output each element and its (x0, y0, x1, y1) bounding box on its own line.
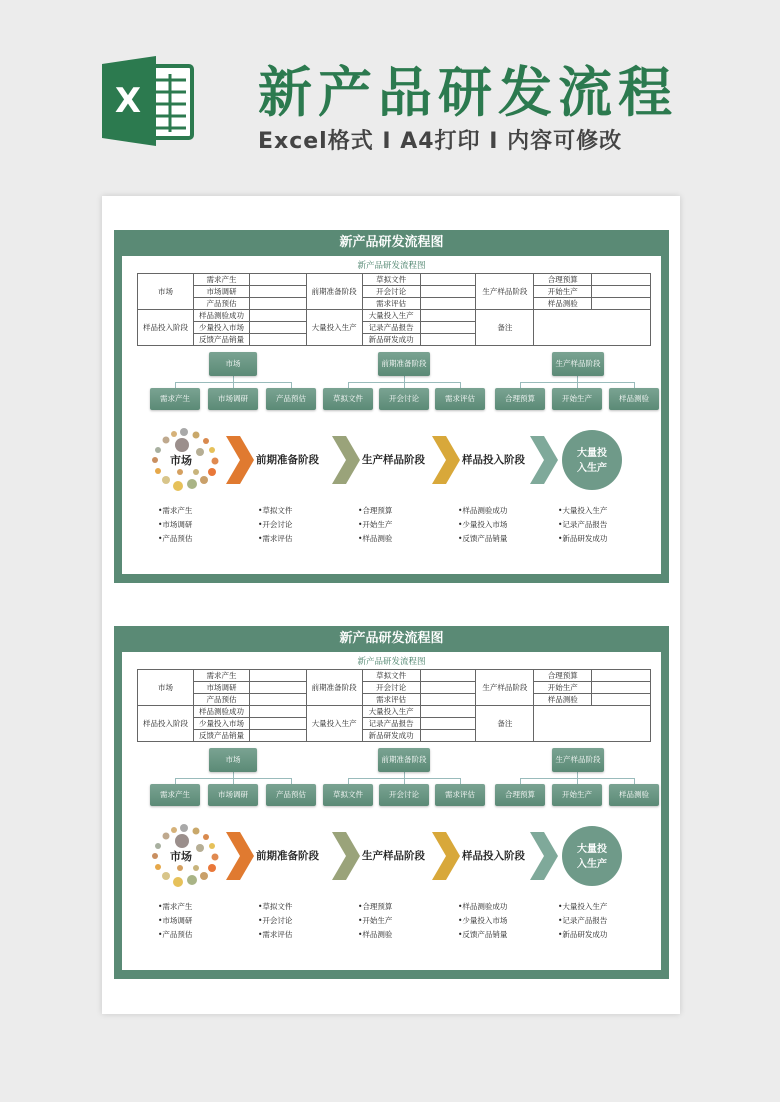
final-stage-circle (562, 826, 622, 886)
bullet-list (158, 900, 192, 942)
table-cell: 备注 (476, 310, 534, 346)
list-item: •需求评估 (258, 534, 293, 543)
list-item: •样品测验成功 (458, 506, 508, 515)
table-cell: 生产样品阶段 (476, 670, 534, 706)
list-item: •需求产生 (158, 902, 193, 911)
tree-node-prep: 前期准备阶段 (378, 748, 430, 772)
tree-child: 产品预估 (266, 784, 316, 806)
table-cell: 样品测验成功 (193, 310, 249, 322)
flow-label: 市场 (170, 454, 192, 467)
table-cell (249, 730, 306, 742)
table-cell: 记录产品报告 (362, 322, 420, 334)
table-cell: 前期准备阶段 (306, 670, 362, 706)
table-cell: 少量投入市场 (193, 322, 249, 334)
circle-text-2: 入生产 (577, 859, 607, 870)
tree-node-market: 市场 (209, 748, 257, 772)
bullet-list (458, 900, 507, 942)
tree-child: 开会讨论 (379, 784, 429, 806)
list-item: •草拟文件 (258, 902, 293, 911)
chevron-arrow-icon (226, 436, 254, 484)
sheet-title: 新产品研发流程图 (339, 235, 444, 250)
chevron-arrow-icon (226, 832, 254, 880)
list-item: •新品研发成功 (558, 534, 608, 543)
table-cell (249, 298, 306, 310)
table-cell (592, 682, 651, 694)
list-item: •样品测验 (358, 930, 393, 939)
tree-child: 合理预算 (495, 388, 545, 410)
table-cell (592, 286, 651, 298)
table-cell: 草拟文件 (362, 274, 420, 286)
list-item: •合理预算 (358, 902, 393, 911)
table-cell: 大量投入生产 (306, 310, 362, 346)
page-subtitle: Excel格式 I A4打印 I 内容可修改 (258, 129, 623, 154)
table-cell: 市场调研 (193, 286, 249, 298)
tree-child: 合理预算 (495, 784, 545, 806)
tree-child: 需求产生 (150, 784, 200, 806)
tree-child: 需求评估 (435, 784, 485, 806)
sheet-2 (114, 626, 669, 979)
table-cell (249, 682, 306, 694)
process-flow (122, 824, 661, 970)
bullet-list (558, 900, 607, 942)
flow-label: 前期准备阶段 (256, 454, 319, 466)
chevron-arrow-icon (332, 436, 360, 484)
sheet-title: 新产品研发流程图 (339, 631, 444, 646)
tree-child: 开始生产 (552, 388, 602, 410)
bullet-list (458, 504, 507, 546)
table-cell: 产品预估 (193, 694, 249, 706)
list-item: •需求产生 (158, 506, 193, 515)
chevron-arrow-icon (432, 832, 460, 880)
table-cell: 前期准备阶段 (306, 274, 362, 310)
chevron-arrow-icon (432, 436, 460, 484)
list-item: •开会讨论 (258, 916, 293, 925)
table-cell (534, 706, 651, 742)
table-cell: 需求产生 (193, 670, 249, 682)
table-cell (420, 718, 476, 730)
table-cell (420, 322, 476, 334)
circle-text-2: 入生产 (577, 463, 607, 474)
table-cell: 需求产生 (193, 274, 249, 286)
table-cell: 少量投入市场 (193, 718, 249, 730)
table-cell (249, 310, 306, 322)
excel-logo-icon (100, 52, 198, 150)
inner-title: 新产品研发流程图 (357, 261, 426, 271)
phase-table (137, 273, 651, 346)
table-cell: 大量投入生产 (306, 706, 362, 742)
table-row (138, 706, 651, 718)
table-cell (420, 298, 476, 310)
sheet-1 (114, 230, 669, 583)
tree-child: 市场调研 (208, 784, 258, 806)
table-cell: 反馈产品销量 (193, 730, 249, 742)
list-item: •产品预估 (158, 534, 193, 543)
chevron-arrow-icon (530, 436, 558, 484)
flow-label: 生产样品阶段 (362, 850, 425, 862)
list-item: •反馈产品销量 (458, 534, 508, 543)
table-row (138, 310, 651, 322)
header (0, 0, 780, 190)
table-cell: 样品投入阶段 (138, 310, 194, 346)
table-cell: 需求评估 (362, 298, 420, 310)
table-cell: 开始生产 (534, 682, 592, 694)
table-cell: 产品预估 (193, 298, 249, 310)
list-item: •大量投入生产 (558, 506, 608, 515)
tree-node-prep: 前期准备阶段 (378, 352, 430, 376)
table-cell: 样品测验 (534, 694, 592, 706)
table-cell: 合理预算 (534, 670, 592, 682)
table-cell: 大量投入生产 (362, 310, 420, 322)
table-cell: 样品测验成功 (193, 706, 249, 718)
final-stage-circle (562, 430, 622, 490)
table-row (138, 694, 651, 706)
list-item: •新品研发成功 (558, 930, 608, 939)
table-cell: 新品研发成功 (362, 334, 420, 346)
list-item: •市场调研 (158, 520, 193, 529)
tree-child: 样品测验 (609, 388, 659, 410)
table-cell (249, 670, 306, 682)
table-cell (592, 694, 651, 706)
table-row (138, 286, 651, 298)
flow-label: 市场 (170, 850, 192, 863)
tree-child: 草拟文件 (323, 388, 373, 410)
phase-table (137, 669, 651, 742)
table-cell (420, 334, 476, 346)
table-cell (249, 694, 306, 706)
paper-preview (102, 196, 680, 1014)
flow-graphic (122, 824, 661, 904)
table-cell (420, 670, 476, 682)
tree-child: 草拟文件 (323, 784, 373, 806)
list-item: •反馈产品销量 (458, 930, 508, 939)
tree-child: 市场调研 (208, 388, 258, 410)
tree-node-sample: 生产样品阶段 (552, 748, 604, 772)
tree-node-market: 市场 (209, 352, 257, 376)
list-item: •合理预算 (358, 506, 393, 515)
table-cell (249, 706, 306, 718)
tree-child: 需求评估 (435, 388, 485, 410)
tree-child: 需求产生 (150, 388, 200, 410)
table-cell: 需求评估 (362, 694, 420, 706)
bullet-list (258, 900, 292, 942)
table-cell (249, 334, 306, 346)
table-cell (420, 694, 476, 706)
tree-child: 样品测验 (609, 784, 659, 806)
table-cell: 样品测验 (534, 298, 592, 310)
table-cell (420, 286, 476, 298)
table-cell (249, 286, 306, 298)
list-item: •少量投入市场 (458, 916, 508, 925)
bullet-list (358, 504, 392, 546)
table-cell: 草拟文件 (362, 670, 420, 682)
table-cell: 合理预算 (534, 274, 592, 286)
flow-label: 生产样品阶段 (362, 454, 425, 466)
org-tree (122, 352, 661, 414)
list-item: •大量投入生产 (558, 902, 608, 911)
table-cell: 记录产品报告 (362, 718, 420, 730)
table-cell (420, 310, 476, 322)
table-cell: 市场 (138, 274, 194, 310)
table-row (138, 682, 651, 694)
list-item: •开始生产 (358, 916, 393, 925)
table-cell (592, 670, 651, 682)
table-cell: 反馈产品销量 (193, 334, 249, 346)
table-cell: 市场 (138, 670, 194, 706)
table-cell (420, 706, 476, 718)
table-cell: 大量投入生产 (362, 706, 420, 718)
table-cell (420, 274, 476, 286)
process-flow (122, 428, 661, 574)
list-item: •少量投入市场 (458, 520, 508, 529)
list-item: •产品预估 (158, 930, 193, 939)
list-item: •记录产品报告 (558, 916, 608, 925)
table-cell: 市场调研 (193, 682, 249, 694)
tree-child: 开会讨论 (379, 388, 429, 410)
list-item: •市场调研 (158, 916, 193, 925)
tree-child: 产品预估 (266, 388, 316, 410)
flow-graphic (122, 428, 661, 508)
table-cell: 开会讨论 (362, 286, 420, 298)
bullet-list (558, 504, 607, 546)
tree-node-sample: 生产样品阶段 (552, 352, 604, 376)
table-cell: 新品研发成功 (362, 730, 420, 742)
list-item: •草拟文件 (258, 506, 293, 515)
chevron-arrow-icon (530, 832, 558, 880)
list-item: •记录产品报告 (558, 520, 608, 529)
sheet-inner (122, 256, 661, 574)
table-cell: 开会讨论 (362, 682, 420, 694)
page-title: 新产品研发流程 (258, 61, 678, 124)
table-row (138, 274, 651, 286)
flow-label: 样品投入阶段 (462, 454, 525, 466)
inner-title: 新产品研发流程图 (357, 657, 426, 667)
list-item: •样品测验 (358, 534, 393, 543)
tree-child: 开始生产 (552, 784, 602, 806)
table-row (138, 298, 651, 310)
table-cell: 样品投入阶段 (138, 706, 194, 742)
table-cell (420, 682, 476, 694)
list-item: •开始生产 (358, 520, 393, 529)
sheet-inner (122, 652, 661, 970)
table-cell (249, 322, 306, 334)
table-cell (249, 274, 306, 286)
bullet-list (358, 900, 392, 942)
table-cell: 开始生产 (534, 286, 592, 298)
table-cell (592, 274, 651, 286)
chevron-arrow-icon (332, 832, 360, 880)
table-cell (249, 718, 306, 730)
flow-label: 前期准备阶段 (256, 850, 319, 862)
list-item: •开会讨论 (258, 520, 293, 529)
list-item: •需求评估 (258, 930, 293, 939)
flow-label: 样品投入阶段 (462, 850, 525, 862)
circle-text-1: 大量投 (577, 844, 607, 855)
table-cell (420, 730, 476, 742)
logo-letter: X (114, 81, 142, 121)
list-item: •样品测验成功 (458, 902, 508, 911)
circle-text-1: 大量投 (577, 448, 607, 459)
org-tree (122, 748, 661, 810)
table-cell: 备注 (476, 706, 534, 742)
bullet-list (158, 504, 192, 546)
table-cell (592, 298, 651, 310)
table-row (138, 670, 651, 682)
table-cell (534, 310, 651, 346)
table-cell: 生产样品阶段 (476, 274, 534, 310)
bullet-list (258, 504, 292, 546)
